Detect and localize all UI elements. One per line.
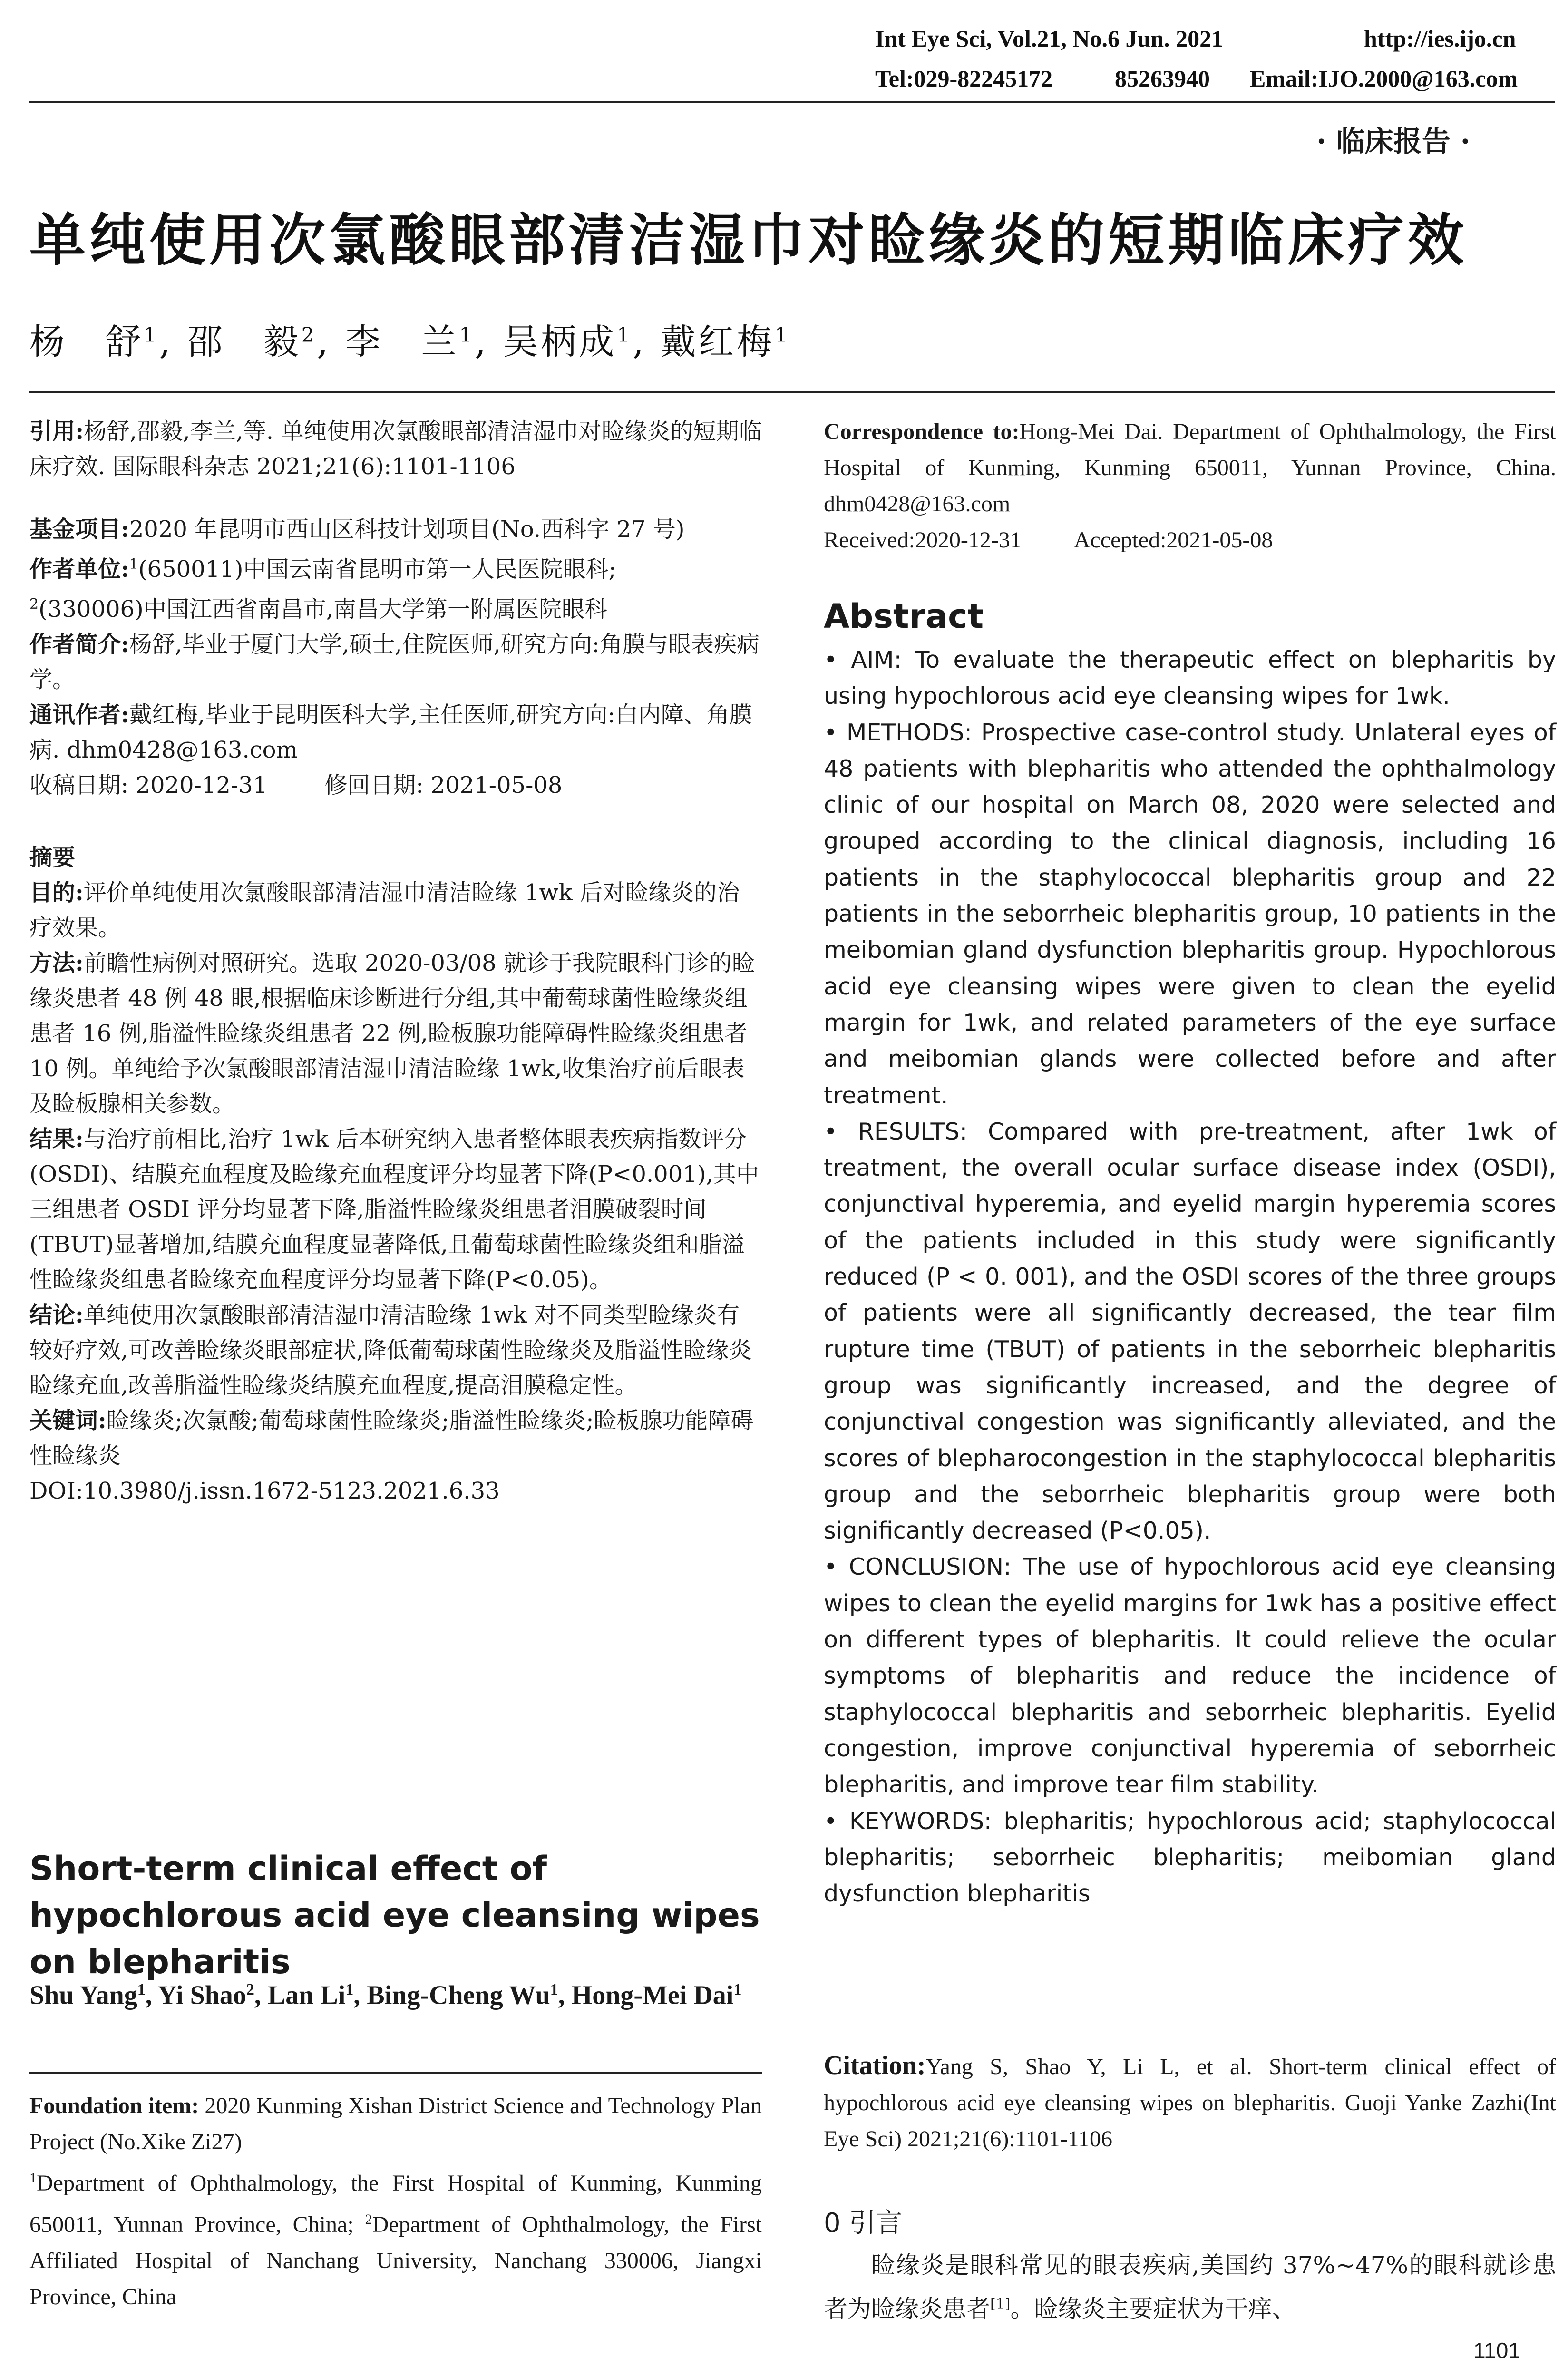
header-rule — [29, 101, 1555, 103]
aim-cn: 目的:评价单纯使用次氯酸眼部清洁湿巾清洁睑缘 1wk 后对睑缘炎的治疗效果。 — [29, 879, 740, 941]
journal-url[interactable]: http://ies.ijo.cn — [1364, 25, 1516, 52]
journal-tel: Tel:029-82245172 — [875, 65, 1053, 92]
conclusion-en: • CONCLUSION: The use of hypochlorous acid eye cleansing wipes to clean the eyelid margins for 1wk has a positive effect on different types of blepharitis. It could relieve the ocular symptoms of blepharitis and reduce the incidence of staphylococcal blepharitis and seborrheic blepharitis. Eyelid congestion, improve conjunctival hyperemia of seborrheic blepharitis, and improve tear film stability. — [824, 1553, 1556, 1799]
abstract-head-en: Abstract — [824, 597, 984, 636]
left-column — [29, 414, 762, 1509]
results-cn: 结果:与治疗前相比,治疗 1wk 后本研究纳入患者整体眼表疾病指数评分(OSDI)、结膜充血程度及睑缘充血程度评分均显著下降(P<0.001),其中三组患者 OSDI 评分均显著下降,脂溢性睑缘炎组患者泪膜破裂时间(TBUT)显著增加,结膜充血程度显著降低,且葡萄球菌性睑缘炎组和脂溢性睑缘炎组患者睑缘充血程度评分均显著下降(P<0.05)。 — [29, 1126, 759, 1293]
author-cn: 吴柄成$^1$ — [503, 321, 633, 362]
doi[interactable]: DOI:10.3980/j.issn.1672-5123.2021.6.33 — [29, 1478, 500, 1504]
affil-cn: 作者单位:$^1$(650011)中国云南省昆明市第一人民医院眼科; $^2$(330006)中国江西省南昌市,南昌大学第一附属医院眼科 — [29, 556, 616, 623]
intro-heading: 0 引言 — [824, 2208, 903, 2239]
abstract-en — [824, 642, 1556, 1912]
corr-cn: 通讯作者:戴红梅,毕业于昆明医科大学,主任医师,研究方向:白内障、角膜病. dhm0428@163.com — [29, 701, 752, 763]
author-cn: 戴红梅$^1$ — [661, 321, 790, 362]
author-cn: 李 兰$^1$ — [345, 321, 475, 362]
author-intro: 作者简介:杨舒,毕业于厦门大学,硕士,住院医师,研究方向:角膜与眼表疾病学。 — [29, 631, 760, 693]
journal-tel2: 85263940 — [1115, 65, 1210, 92]
abstract-head-cn: 摘要 — [29, 844, 76, 871]
en-title: Short-term clinical effect of hypochlorous acid eye cleansing wipes on blepharitis — [29, 1849, 760, 1981]
section-label: · 临床报告 · — [1316, 125, 1471, 158]
author-cn: 杨 舒$^1$ — [29, 321, 159, 362]
journal-email[interactable]: Email:IJO.2000@163.com — [1250, 65, 1518, 92]
author-cn: 邵 毅$^2$ — [187, 321, 317, 362]
keywords-cn: 关键词:睑缘炎;次氯酸;葡萄球菌性睑缘炎;脂溢性睑缘炎;睑板腺功能障碍性睑缘炎 — [29, 1407, 754, 1469]
journal-line: Int Eye Sci, Vol.21, No.6 Jun. 2021 — [875, 25, 1224, 52]
aim-en: • AIM: To evaluate the therapeutic effect on blepharitis by using hypochlorous acid eye cleansing wipes for 1wk. — [824, 646, 1556, 710]
intro-text: 睑缘炎是眼科常见的眼表疾病,美国约 37%~47%的眼科就诊患者为睑缘炎患者[1]。睑缘炎主要症状为干痒、 — [824, 2251, 1556, 2323]
citation-en: Citation:Yang S, Shao Y, Li L, et al. Short-term clinical effect of hypochlorous acid eye cleansing wipes on blepharitis. Guoji Yanke Zazhi(Int Eye Sci) 2021;21(6):1101-1106 — [824, 2051, 1556, 2152]
page-number: 1101 — [1473, 2338, 1520, 2363]
correspondence-en: Correspondence to:Hong-Mei Dai. Department of Ophthalmology, the First Hospital of Kunming, Kunming 650011, Yunnan Province, China. dhm0428@163.com Received:2020-12-31 Accepted:2021-05-08 — [824, 419, 1556, 553]
foundation-rule — [29, 2072, 762, 2074]
keywords-en: • KEYWORDS: blepharitis; hypochlorous acid; staphylococcal blepharitis; seborrheic blepharitis; meibomian gland dysfunction blepharitis — [824, 1807, 1556, 1908]
dates-cn: 收稿日期: 2020-12-31 修回日期: 2021-05-08 — [29, 772, 563, 799]
en-authors: Shu Yang$^1$, Yi Shao$^2$, Lan Li$^1$, Bing-Cheng Wu$^1$, Hong-Mei Dai$^1$ — [29, 1980, 742, 2010]
fund-cn: 基金项目:2020 年昆明市西山区科技计划项目(No.西科字 27 号) — [29, 516, 685, 543]
page-title: 单纯使用次氯酸眼部清洁湿巾对睑缘炎的短期临床疗效 — [29, 207, 1468, 273]
authors-cn: 杨 舒$^1$, 邵 毅$^2$, 李 兰$^1$, 吴柄成$^1$, 戴红梅$^1$ — [29, 321, 790, 362]
reference-mark[interactable]: [1] — [990, 2296, 1011, 2312]
citation-cn: 引用:杨舒,邵毅,李兰,等. 单纯使用次氯酸眼部清洁湿巾对睑缘炎的短期临床疗效. 国际眼科杂志 2021;21(6):1101-1106 — [29, 418, 762, 480]
title-rule — [29, 391, 1555, 393]
methods-cn: 方法:前瞻性病例对照研究。选取 2020-03/08 就诊于我院眼科门诊的睑缘炎患者 48 例 48 眼,根据临床诊断进行分组,其中葡萄球菌性睑缘炎组患者 16 例,脂溢性睑缘炎组患者 22 例,睑板腺功能障碍性睑缘炎组患者 10 例。单纯给予次氯酸眼部清洁湿巾清洁睑缘 1wk,收集治疗前后眼表及睑板腺相关参数。 — [29, 950, 755, 1117]
results-en: • RESULTS: Compared with pre-treatment, after 1wk of treatment, the overall ocular surface disease index (OSDI), conjunctival hyperemia, and eyelid margin hyperemia scores of the patients included in this study were significantly reduced (P < 0. 001), and the OSDI scores of the three groups of patients were all significantly decreased, the tear film rupture time (TBUT) of patients in the seborrheic blepharitis group was significantly increased, and the degree of conjunctival congestion was significantly alleviated, and the scores of blepharocongestion in the staphylococcal blepharitis group and the seborrheic blepharitis group were both significantly decreased (P<0.05). — [824, 1118, 1556, 1545]
foundation-block: Foundation item: 2020 Kunming Xishan District Science and Technology Plan Project (No.Xike Zi27) $^1$Department of Ophthalmology, the First Hospital of Kunming, Kunming 650011, Yunnan Province, China; $^2$Department of Ophthalmology, the First Affiliated Hospital of Nanchang University, Nanchang 330006, Jiangxi Province, China — [29, 2093, 762, 2309]
conclusion-cn: 结论:单纯使用次氯酸眼部清洁湿巾清洁睑缘 1wk 对不同类型睑缘炎有较好疗效,可改善睑缘炎眼部症状,降低葡萄球菌性睑缘炎及脂溢性睑缘炎睑缘充血,改善脂溢性睑缘炎结膜充血程度,提高泪膜稳定性。 — [29, 1302, 752, 1399]
methods-en: • METHODS: Prospective case-control study. Unlateral eyes of 48 patients with blepharitis who attended the ophthalmology clinic of our hospital on March 08, 2020 were selected and grouped according to the clinical diagnosis, including 16 patients in the staphylococcal blepharitis group and 22 patients in the seborrheic blepharitis group, 10 patients in the meibomian gland dysfunction blepharitis group. Hypochlorous acid eye cleansing wipes were given to clean the eyelid margin for 1wk, and related parameters of the eye surface and meibomian glands were collected before and after treatment. — [824, 719, 1556, 1109]
